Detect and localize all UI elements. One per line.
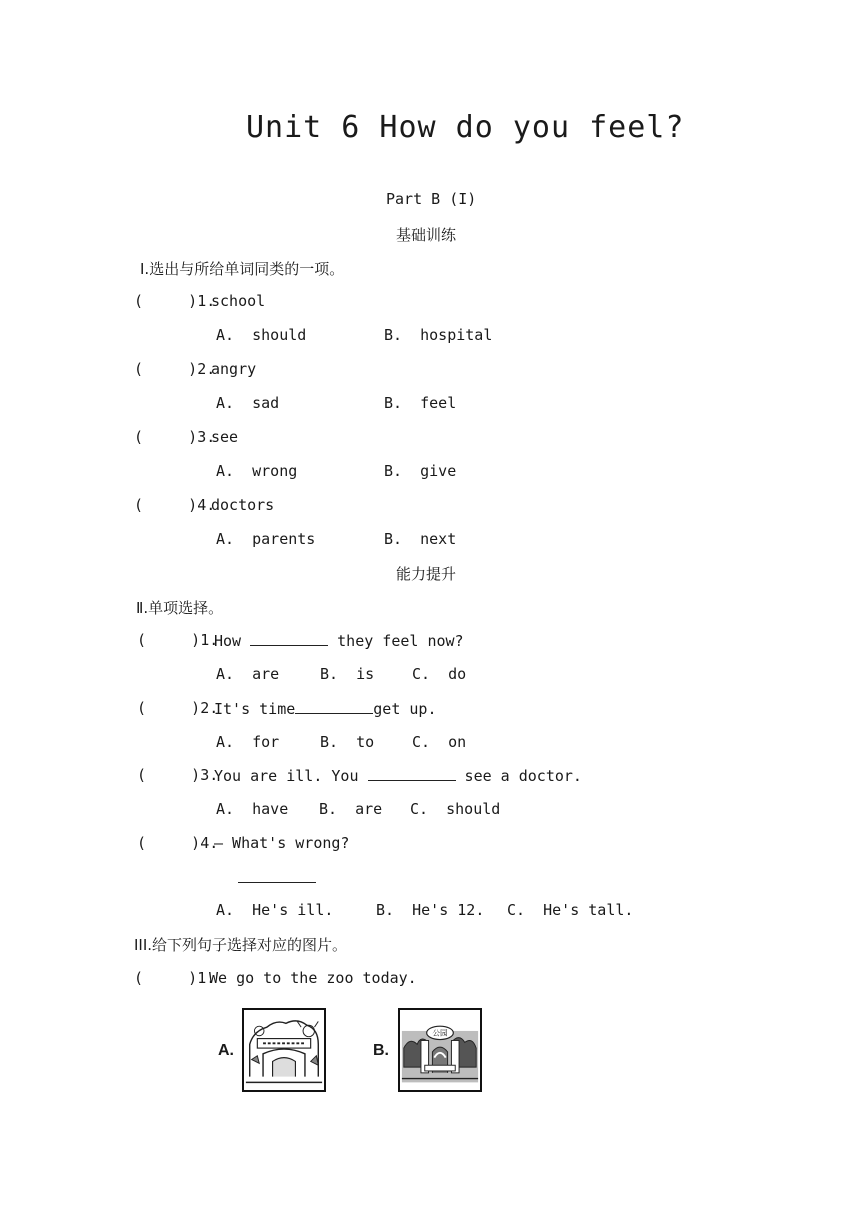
part-label: Part B (I) [386,190,477,208]
option-a: A. sad [216,394,280,412]
question-text [214,631,464,650]
answer-blank [250,631,328,646]
question-paren: ( )4. [137,834,219,852]
question-word: doctors [211,496,275,514]
question-text-post: see a doctor. [455,767,582,785]
option-c: C. do [412,665,467,683]
answer-blank [295,699,373,714]
question-paren: ( )1. [134,969,216,987]
zoo-gate-icon [244,1010,324,1090]
option-c: C. should [410,800,501,818]
answer-blank [238,882,316,883]
question-paren: ( )1. [137,631,219,649]
park-gate-icon [400,1010,480,1090]
picture-label-b: B. [373,1042,389,1059]
answer-blank [368,766,456,781]
question-text [214,699,437,718]
option-a: A. for [216,733,280,751]
park-sign-text: 公园 [432,1028,448,1038]
option-a: A. parents [216,530,316,548]
part2-instruction: Ⅱ.单项选择。 [136,599,224,617]
question-text-pre: How [214,632,251,650]
option-b: B. give [384,462,457,480]
question-word: see [211,428,239,446]
question-word: school [211,292,266,310]
part3-instruction: III.给下列句子选择对应的图片。 [134,936,348,954]
picture-label-a: A. [218,1042,234,1059]
question-paren: ( )2. [137,699,219,717]
question-text [214,766,582,785]
park-gate-picture [398,1008,482,1092]
question-text-pre: You are ill. You [214,767,368,785]
option-a: A. He's ill. [216,901,334,919]
option-b: B. hospital [384,326,493,344]
question-sentence: We go to the zoo today. [209,969,417,987]
question-paren: ( )3. [134,428,216,446]
option-c: C. He's tall. [507,901,634,919]
option-b: B. is [320,665,375,683]
option-a: A. are [216,665,280,683]
question-text-pre: It's time [214,700,296,718]
option-b: B. next [384,530,457,548]
question-paren: ( )2. [134,360,216,378]
option-b: B. are [319,800,383,818]
question-text: — What's wrong? [214,834,350,852]
option-b: B. feel [384,394,457,412]
section-heading-basic: 基础训练 [396,226,457,244]
option-b: B. He's 12. [376,901,485,919]
option-a: A. have [216,800,289,818]
option-a: A. wrong [216,462,298,480]
page-title: Unit 6 How do you feel? [246,110,685,145]
part1-instruction: Ⅰ.选出与所给单词同类的一项。 [140,260,345,278]
question-paren: ( )4. [134,496,216,514]
question-word: angry [211,360,257,378]
option-b: B. to [320,733,375,751]
option-a: A. should [216,326,307,344]
section-heading-improve: 能力提升 [396,565,457,583]
zoo-gate-picture [242,1008,326,1092]
question-paren: ( )3. [137,766,219,784]
question-text-post: they feel now? [328,632,464,650]
question-paren: ( )1. [134,292,216,310]
option-c: C. on [412,733,467,751]
question-text-post: get up. [373,700,437,718]
